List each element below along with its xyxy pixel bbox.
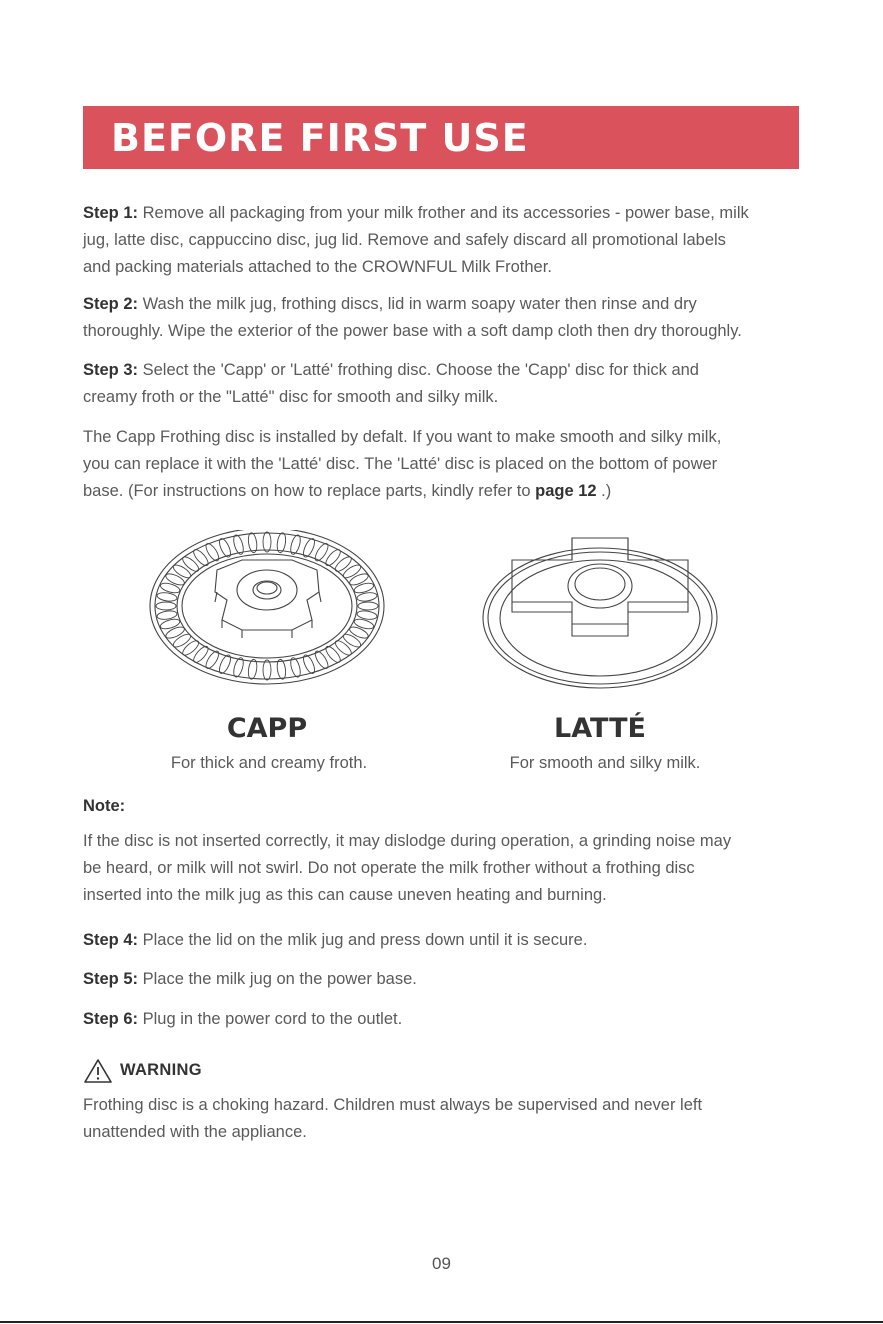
- step-1-text: Remove all packaging from your milk frother and its accessories - power base, milk: [138, 204, 749, 222]
- page-title: BEFORE FIRST USE: [111, 116, 529, 160]
- page-reference-link[interactable]: page 12: [535, 482, 597, 500]
- step-4-paragraph: [83, 927, 823, 954]
- latte-disc-illustration: [480, 532, 720, 692]
- latte-outer-rim: [483, 548, 717, 688]
- latte-disc-caption: For smooth and silky milk.: [509, 754, 701, 772]
- capp-inner-ring: [177, 550, 357, 662]
- capp-coil-loop: [333, 555, 353, 574]
- capp-coil-loop: [191, 547, 210, 567]
- capp-coil-loop: [301, 537, 317, 559]
- capp-coil-loop: [181, 555, 201, 574]
- capp-coil-loop: [333, 638, 353, 657]
- step-1-label: Step 1:: [83, 204, 139, 222]
- capp-coil-loop: [247, 659, 258, 680]
- warning-paragraph: [83, 1092, 823, 1146]
- step-5-text: Place the milk jug on the power base.: [138, 970, 417, 988]
- step-2-text: Wash the milk jug, frothing discs, lid in warm soapy water then rinse and dry: [138, 295, 697, 313]
- page-number: 09: [432, 1254, 451, 1273]
- info-text-tail: .): [596, 482, 612, 500]
- capp-coil-loop: [348, 625, 370, 641]
- note-text-line: If the disc is not inserted correctly, it may dislodge during operation, a grinding noise may: [83, 832, 732, 850]
- note-text-line: be heard, or milk will not swirl. Do not operate the milk frother without a frothing disc: [83, 859, 695, 877]
- step-6-label: Step 6:: [83, 1010, 139, 1028]
- capp-coil-loop: [232, 534, 245, 555]
- info-text-line: base. (For instructions on how to replace parts, kindly refer to: [83, 482, 536, 500]
- capp-coil-loop: [217, 537, 233, 559]
- section-banner: [83, 106, 799, 169]
- capp-coil-loop: [289, 657, 302, 678]
- capp-coil-loop: [348, 572, 370, 588]
- capp-coil-loop: [171, 632, 192, 650]
- step-1-paragraph: [83, 200, 823, 281]
- capp-center-hub: [237, 570, 297, 610]
- capp-coil-loop: [156, 602, 176, 610]
- step-6-text: Plug in the power cord to the outlet.: [138, 1010, 403, 1028]
- capp-coil-loop: [247, 532, 258, 553]
- capp-disc-caption: For thick and creamy froth.: [170, 754, 368, 772]
- warning-text-line: Frothing disc is a choking hazard. Children must always be supervised and never left: [83, 1096, 703, 1114]
- capp-coil-loop: [341, 563, 362, 581]
- capp-coil-loop: [324, 547, 343, 567]
- latte-disc-title: LATTÉ: [554, 713, 646, 744]
- capp-coil-loop: [276, 532, 287, 553]
- info-text-line: The Capp Frothing disc is installed by defalt. If you want to make smooth and silky milk,: [83, 428, 722, 446]
- capp-outer-coil: [150, 530, 384, 684]
- step-5-paragraph: [83, 966, 823, 993]
- capp-coil-loop: [263, 532, 271, 552]
- step-2-text-line: thoroughly. Wipe the exterior of the power base with a soft damp cloth then dry thoroughly.: [83, 322, 742, 340]
- step-2-label: Step 2:: [83, 295, 139, 313]
- step-4-label: Step 4:: [83, 931, 139, 949]
- capp-disc-illustration: [147, 530, 387, 695]
- capp-coil-loop: [191, 644, 210, 664]
- capp-coil-loop: [358, 602, 378, 610]
- warning-text-line: unattended with the appliance.: [83, 1123, 307, 1141]
- step-2-paragraph: [83, 291, 823, 345]
- capp-coil-loop: [204, 542, 222, 563]
- capp-coil-loop: [324, 644, 343, 664]
- warning-label: WARNING: [120, 1061, 202, 1079]
- capp-coil-loop: [313, 542, 331, 563]
- info-text-line: you can replace it with the 'Latté' disc. The 'Latté' disc is placed on the bottom of power: [83, 455, 718, 473]
- capp-coil-loop: [263, 660, 271, 680]
- capp-coil-loop: [217, 653, 233, 675]
- step-1-text-line: jug, latte disc, cappuccino disc, jug lid. Remove and safely discard all promotional labels: [83, 231, 726, 249]
- step-1-text-line: and packing materials attached to the CROWNFUL Milk Frother.: [83, 258, 552, 276]
- capp-coil-loop: [341, 632, 362, 650]
- note-paragraph: [83, 828, 823, 909]
- warning-triangle-icon: [83, 1058, 113, 1084]
- capp-coil-loop: [232, 657, 245, 678]
- step-6-paragraph: [83, 1006, 823, 1033]
- capp-coil-loop: [204, 649, 222, 670]
- step-4-text: Place the lid on the mlik jug and press down until it is secure.: [138, 931, 588, 949]
- step-3-text-line: creamy froth or the "Latté" disc for smooth and silky milk.: [83, 388, 499, 406]
- bottom-rule: [0, 1321, 883, 1323]
- info-paragraph: [83, 424, 823, 505]
- note-title: Note:: [83, 797, 126, 815]
- latte-cross-plate: [512, 538, 688, 624]
- step-5-label: Step 5:: [83, 970, 139, 988]
- note-text-line: inserted into the milk jug as this can cause uneven heating and burning.: [83, 886, 607, 904]
- capp-coil-loop: [171, 563, 192, 581]
- capp-coil-loop: [164, 625, 186, 641]
- capp-coil-loop: [313, 649, 331, 670]
- latte-center-hub: [568, 564, 632, 608]
- capp-coil-loop: [301, 653, 317, 675]
- step-3-label: Step 3:: [83, 361, 139, 379]
- capp-coil-loop: [276, 659, 287, 680]
- capp-coil-loop: [181, 638, 201, 657]
- capp-coil-loop: [289, 534, 302, 555]
- capp-disc-title: CAPP: [226, 713, 308, 744]
- step-3-paragraph: [83, 357, 823, 411]
- step-3-text: Select the 'Capp' or 'Latté' frothing disc. Choose the 'Capp' disc for thick and: [138, 361, 699, 379]
- capp-coil-loop: [164, 572, 186, 588]
